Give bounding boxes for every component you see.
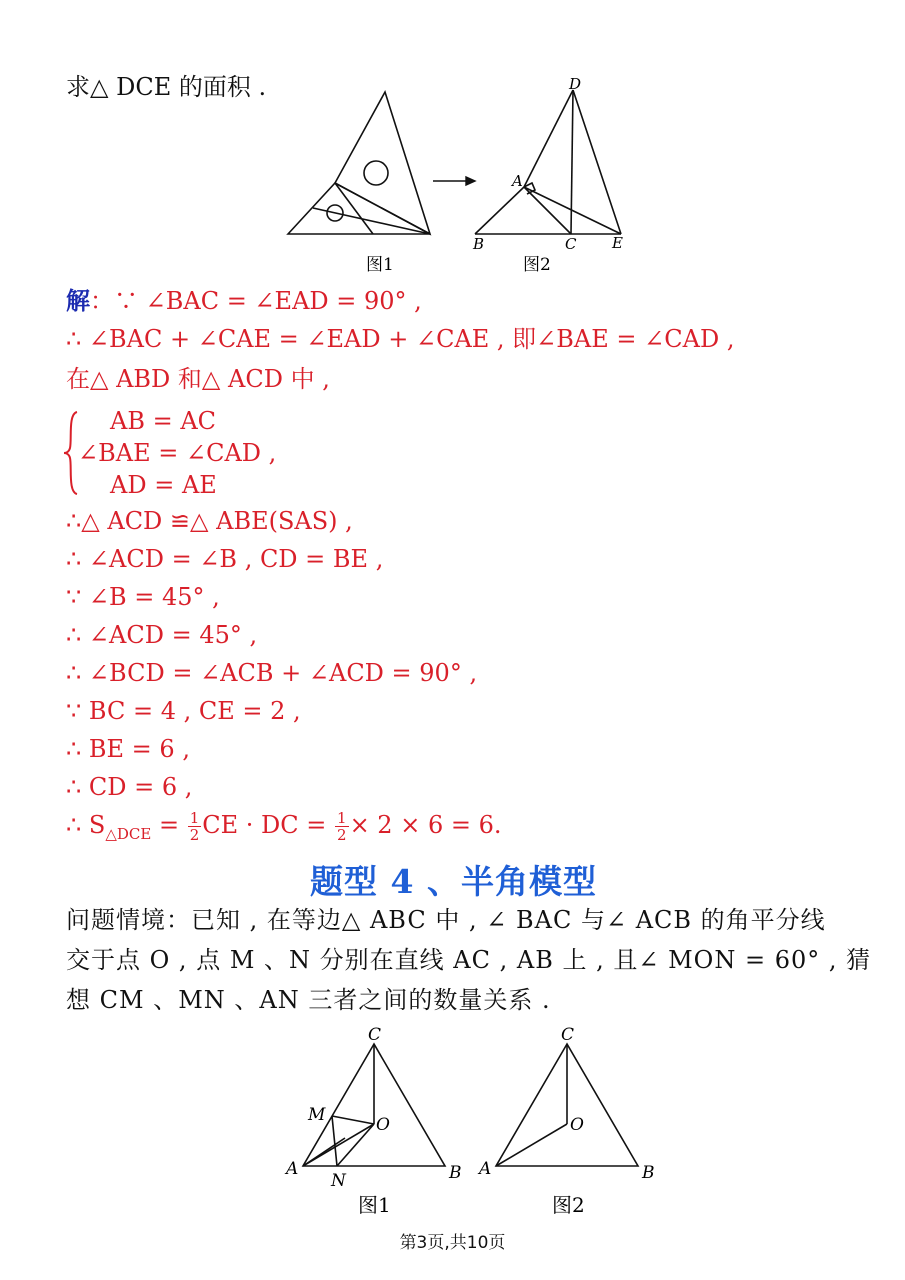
label-E: E bbox=[612, 234, 623, 252]
arrow-icon bbox=[433, 177, 475, 185]
solution-line-7: ∴ ∠BCD = ∠ACB + ∠ACD = 90° , bbox=[66, 659, 478, 687]
fig1-label-O: O bbox=[376, 1115, 390, 1135]
area-formula bbox=[66, 810, 501, 849]
fig2-label-A: A bbox=[479, 1159, 492, 1179]
area-eq: = bbox=[151, 811, 187, 839]
label-B: B bbox=[473, 235, 485, 253]
solution-line-1: ∴ ∠BAC + ∠CAE = ∠EAD + ∠CAE , 即∠BAE = ∠CAD , bbox=[66, 325, 735, 353]
solution-line-0 bbox=[66, 286, 422, 316]
problem-line-2: 交于点 O , 点 M 、N 分别在直线 AC , AB 上 , 且∠ MON = 60° , 猜 bbox=[66, 946, 872, 974]
area-prefix: ∴ S bbox=[66, 811, 106, 839]
problem-line-3: 想 CM 、MN 、AN 三者之间的数量关系 . bbox=[66, 986, 551, 1014]
frac-den-1: 2 bbox=[189, 826, 200, 844]
figure1-caption: 图1 bbox=[366, 255, 394, 275]
bottom-figure2-caption: 图2 bbox=[552, 1193, 585, 1217]
label-A: A bbox=[512, 172, 523, 190]
fig1-label-N: N bbox=[331, 1171, 346, 1191]
solution-line-3: ∴△ ACD ≌△ ABE(SAS) , bbox=[66, 507, 353, 535]
fraction-half-2 bbox=[335, 810, 349, 843]
system-eq-3: AD = AE bbox=[110, 471, 217, 499]
solution-line-0-text: ：∵ ∠BAC = ∠EAD = 90° , bbox=[90, 287, 422, 315]
label-D: D bbox=[569, 75, 582, 93]
solution-label: 解 bbox=[66, 286, 90, 315]
page-footer: 第3页,共10页 bbox=[399, 1233, 506, 1253]
solution-line-4: ∴ ∠ACD = ∠B , CD = BE , bbox=[66, 545, 384, 573]
frac-num-2: 1 bbox=[337, 809, 347, 827]
frac-num-1: 1 bbox=[189, 809, 200, 827]
figure1-folded-triangles bbox=[288, 92, 430, 234]
section-heading: 题型 4 、半角模型 bbox=[310, 862, 597, 901]
fraction-half-1 bbox=[188, 810, 202, 843]
solution-line-5: ∵ ∠B = 45° , bbox=[66, 583, 220, 611]
fig1-label-A: A bbox=[286, 1159, 299, 1179]
figure2-triangles bbox=[475, 90, 621, 234]
fig1-label-C: C bbox=[368, 1025, 382, 1045]
solution-line-6: ∴ ∠ACD = 45° , bbox=[66, 621, 258, 649]
fig2-label-B: B bbox=[642, 1163, 655, 1183]
solution-line-8: ∵ BC = 4 , CE = 2 , bbox=[66, 697, 301, 725]
top-figures bbox=[280, 70, 640, 280]
figure2-caption: 图2 bbox=[523, 255, 551, 275]
fig1-label-B: B bbox=[449, 1163, 462, 1183]
solution-line-2: 在△ ABD 和△ ACD 中 , bbox=[66, 365, 330, 393]
figure2-equilateral bbox=[496, 1044, 638, 1166]
area-subscript: △DCE bbox=[105, 825, 152, 843]
fig1-label-M: M bbox=[308, 1105, 326, 1125]
fig2-label-O: O bbox=[570, 1115, 584, 1135]
solution-line-9: ∴ BE = 6 , bbox=[66, 735, 190, 763]
system-eq-2: ∠BAE = ∠CAD , bbox=[78, 439, 277, 467]
bottom-figures bbox=[280, 1018, 670, 1224]
problem-line-1: 问题情境：已知 , 在等边△ ABC 中 , ∠ BAC 与∠ ACB 的角平分线 bbox=[66, 906, 826, 934]
intro-text: 求△ DCE 的面积 . bbox=[66, 73, 267, 101]
area-tail: × 2 × 6 = 6. bbox=[349, 811, 502, 839]
fig2-label-C: C bbox=[561, 1025, 575, 1045]
bottom-figure1-caption: 图1 bbox=[358, 1193, 391, 1217]
frac-den-2: 2 bbox=[337, 826, 347, 844]
system-eq-1: AB = AC bbox=[110, 407, 217, 435]
area-mid: CE · DC = bbox=[202, 811, 335, 839]
solution-line-10: ∴ CD = 6 , bbox=[66, 773, 193, 801]
label-C: C bbox=[565, 235, 577, 253]
